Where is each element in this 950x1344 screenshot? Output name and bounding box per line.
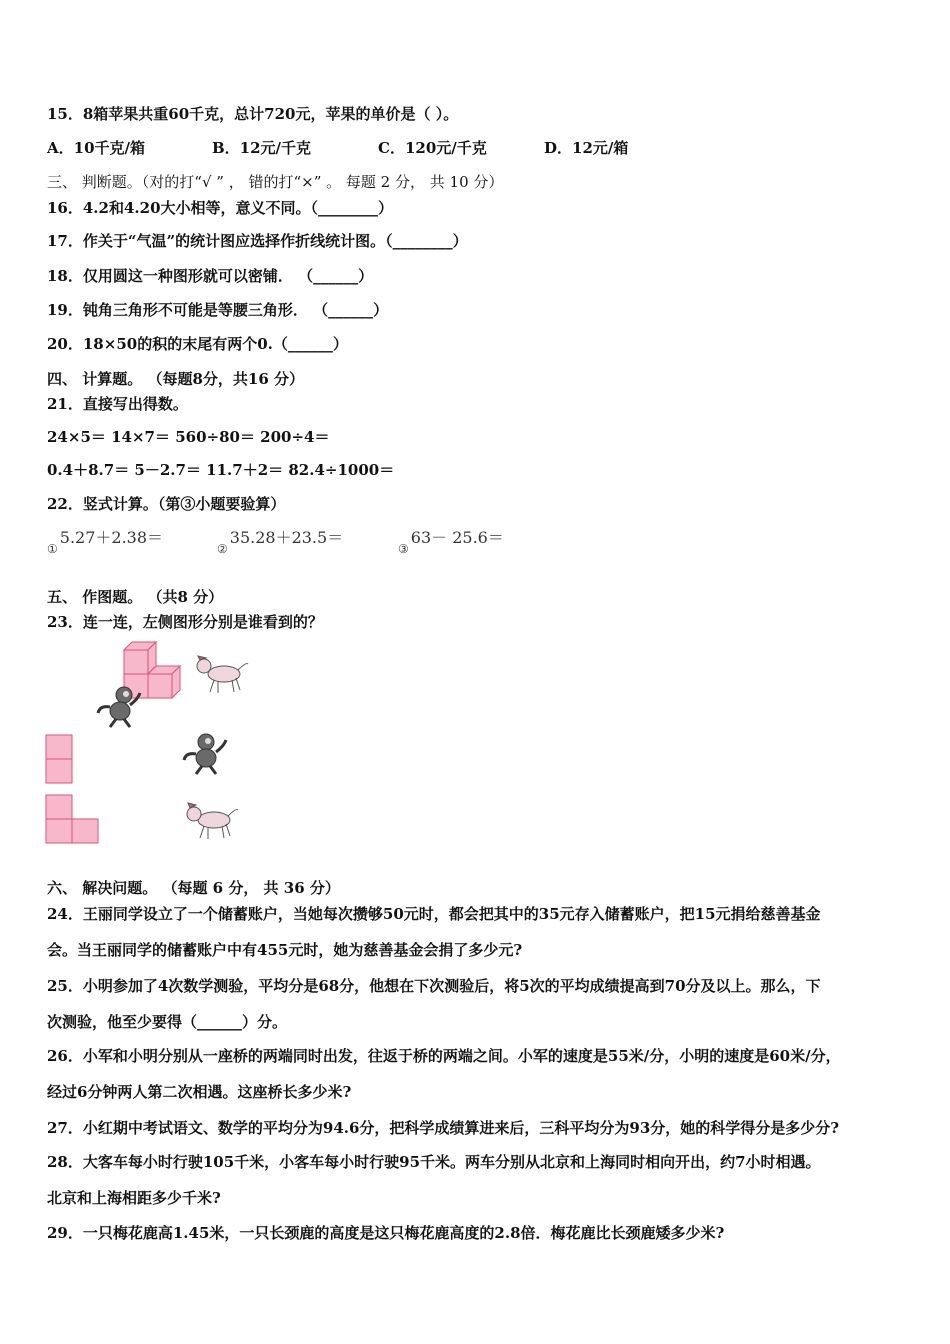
monkey-icon [94,685,142,729]
q25-line-2: 次测验，他至少要得（______）分。 [47,1013,288,1031]
dog-icon [190,654,250,696]
q22-item-1-expr: 5.27＋2.38＝ [59,528,164,547]
q26-line-2: 经过6分钟两人第二次相遇。这座桥长多少米? [47,1083,352,1101]
q23-stem: 23．连一连，左侧图形分别是谁看到的？ [47,613,323,631]
q25-line-1: 25．小明参加了4次数学测验，平均分是68分，他想在下次测验后，将5次的平均成绩提高到70分及以上。那么，下 [47,977,821,995]
q22-item-3 [398,525,504,556]
q22-item-1-num: ① [47,542,58,556]
section-4-heading: 四、 计算题。 （每题8分，共16 分） [47,370,304,388]
q28-line-1: 28．大客车每小时行驶105千米，小客车每小时行驶95千米。两车分别从北京和上海同时相向开出，约7小时相遇。 [47,1153,821,1171]
q27: 27．小红期中考试语文、数学的平均分为94.6分，把科学成绩算进来后，三科平均分为93分，她的科学得分是多少分? [47,1119,840,1137]
q16: 16．4.2和4.20大小相等，意义不同。（________） [47,199,394,217]
q22-item-1 [47,525,164,556]
q21-row-1: 24×5＝ 14×7＝ 560÷80＝ 200÷4＝ [47,428,330,446]
q19: 19．钝角三角形不可能是等腰三角形． （______） [47,301,389,319]
q21-stem: 21．直接写出得数。 [47,395,188,413]
q22-item-3-num: ③ [398,542,409,556]
q22-item-2-expr: 35.28＋23.5＝ [229,528,344,547]
q17: 17．作关于“气温”的统计图应选择作折线统计图。（________） [47,232,468,250]
q29: 29．一只梅花鹿高1.45米，一只长颈鹿的高度是这只梅花鹿高度的2.8倍．梅花鹿比长颈鹿矮多少米? [47,1224,725,1242]
q26-line-1: 26．小军和小明分别从一座桥的两端同时出发，往返于桥的两端之间。小军的速度是55米/分，小明的速度是60米/分， [47,1047,841,1065]
q15-stem: 15．8箱苹果共重60千克，总计720元，苹果的单价是（ ）。 [47,105,459,123]
q20: 20．18×50的积的末尾有两个0.（______） [47,335,348,353]
q15-option-b: B．12元/千克 [212,139,312,157]
dog-icon-option [182,800,242,842]
section-5-heading: 五、 作图题。 （共8 分） [47,588,224,606]
q15-option-d: D．12元/箱 [544,139,629,157]
q24-line-2: 会。当王丽同学的储蓄账户中有455元时，她为慈善基金会捐了多少元? [47,941,523,959]
q15-option-a: A．10千克/箱 [47,139,145,157]
view-two-stacked-squares [45,734,75,786]
q24-line-1: 24．王丽同学设立了一个储蓄账户，当她每次攒够50元时，都会把其中的35元存入储蓄账户，把15元捐给慈善基金 [47,905,821,923]
monkey-icon-option [182,732,230,776]
q22-stem: 22．竖式计算。（第③小题要验算） [47,495,286,513]
q22-item-2 [217,525,344,556]
q22-item-2-num: ② [217,542,228,556]
q21-row-2: 0.4＋8.7＝ 5－2.7＝ 11.7＋2＝ 82.4÷1000＝ [47,461,395,479]
q15-option-c: C．120元/千克 [378,139,487,157]
section-3-heading: 三、 判断题。（对的打“√ ” ， 错的打“×” 。 每题 2 分， 共 10 分） [47,173,504,191]
q18: 18．仅用圆这一种图形就可以密铺． （______） [47,267,374,285]
q22-item-3-expr: 63－ 25.6＝ [410,528,504,547]
section-6-heading: 六、 解决问题。 （每题 6 分， 共 36 分） [47,879,340,897]
view-l-shape [45,794,101,846]
q28-line-2: 北京和上海相距多少千米? [47,1189,221,1207]
